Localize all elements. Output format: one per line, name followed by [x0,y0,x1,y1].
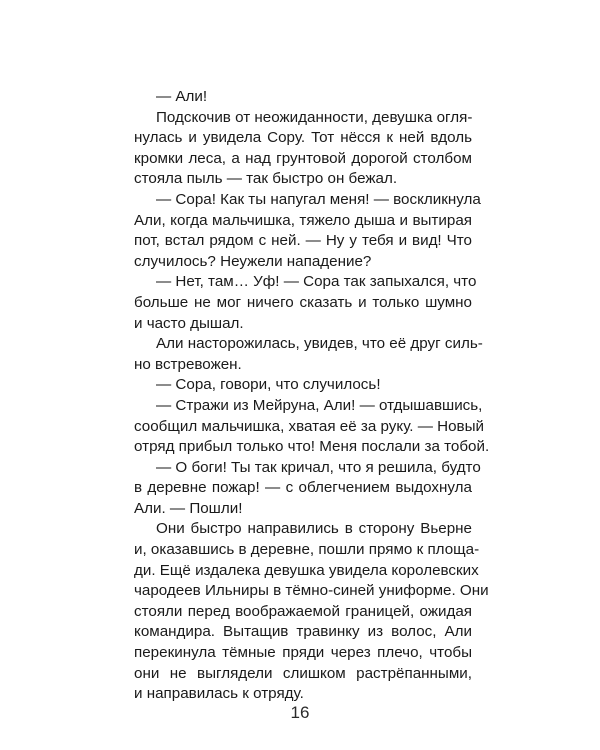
body-text [134,87,490,705]
text-line: — Сора! Как ты напугал меня! — воскликнула [156,190,481,208]
text-line: случилось? Неужели нападение? [134,252,372,270]
text-line: ди. Ещё издалека девушка увидела королевских [134,561,479,579]
text-line: — О боги! Ты так кричал, что я решила, будто [156,458,481,476]
text-line: Подскочив от неожиданности, девушка огля- [156,108,473,126]
text-line: и, оказавшись в деревне, пошли прямо к площа- [134,541,480,559]
paragraph [134,87,472,108]
text-line: больше не мог ничего сказать и только шумно [134,293,472,311]
paragraph [134,375,472,396]
paragraph [134,458,481,520]
paragraph [134,190,481,272]
text-line: пот, встал рядом с ней. — Ну у тебя и вид! Что [134,232,472,250]
text-line: Али. — Пошли! [134,499,243,517]
paragraph [134,272,477,334]
paragraph [134,108,472,190]
text-line: стояли перед воображаемой границей, ожидая [134,602,472,620]
text-line: Они быстро направились в сторону Вьерне [156,520,472,538]
paragraph [134,519,489,704]
text-line: чародеев Ильниры в тёмно-синей униформе. Они [134,582,489,600]
page-number: 16 [290,703,310,722]
text-line: и часто дышал. [134,314,244,332]
text-line: перекинула тёмные пряди через плечо, чтобы [134,644,472,662]
text-line: — Стражи из Мейруна, Али! — отдышавшись, [156,396,483,414]
text-line: и направилась к отряду. [134,685,304,703]
paragraph [134,334,483,375]
text-line: в деревне пожар! — с облегчением выдохнула [134,479,472,497]
text-line: кромки леса, а над грунтовой дорогой столбом [134,149,472,167]
text-line: отряд прибыл только что! Меня послали за тобой. [134,438,490,456]
text-line: они не выглядели слишком растрёпанными, [134,664,472,682]
paragraph [134,396,490,458]
text-line: стояла пыль — так быстро он бежал. [134,170,398,188]
text-line: командира. Вытащив травинку из волос, Али [134,623,472,641]
text-line: но встревожен. [134,355,242,373]
text-line: — Али! [156,88,208,105]
text-line: нулась и увидела Сору. Тот нёсся к ней вдоль [134,129,472,147]
text-line: — Сора, говори, что случилось! [156,376,381,394]
text-line: сообщил мальчишка, хватая её за руку. — Новый [134,417,485,435]
text-line: Али, когда мальчишка, тяжело дыша и вытирая [134,211,472,229]
text-line: — Нет, там… Уф! — Сора так запыхался, что [156,273,477,291]
text-line: Али насторожилась, увидев, что её друг силь- [156,335,483,353]
